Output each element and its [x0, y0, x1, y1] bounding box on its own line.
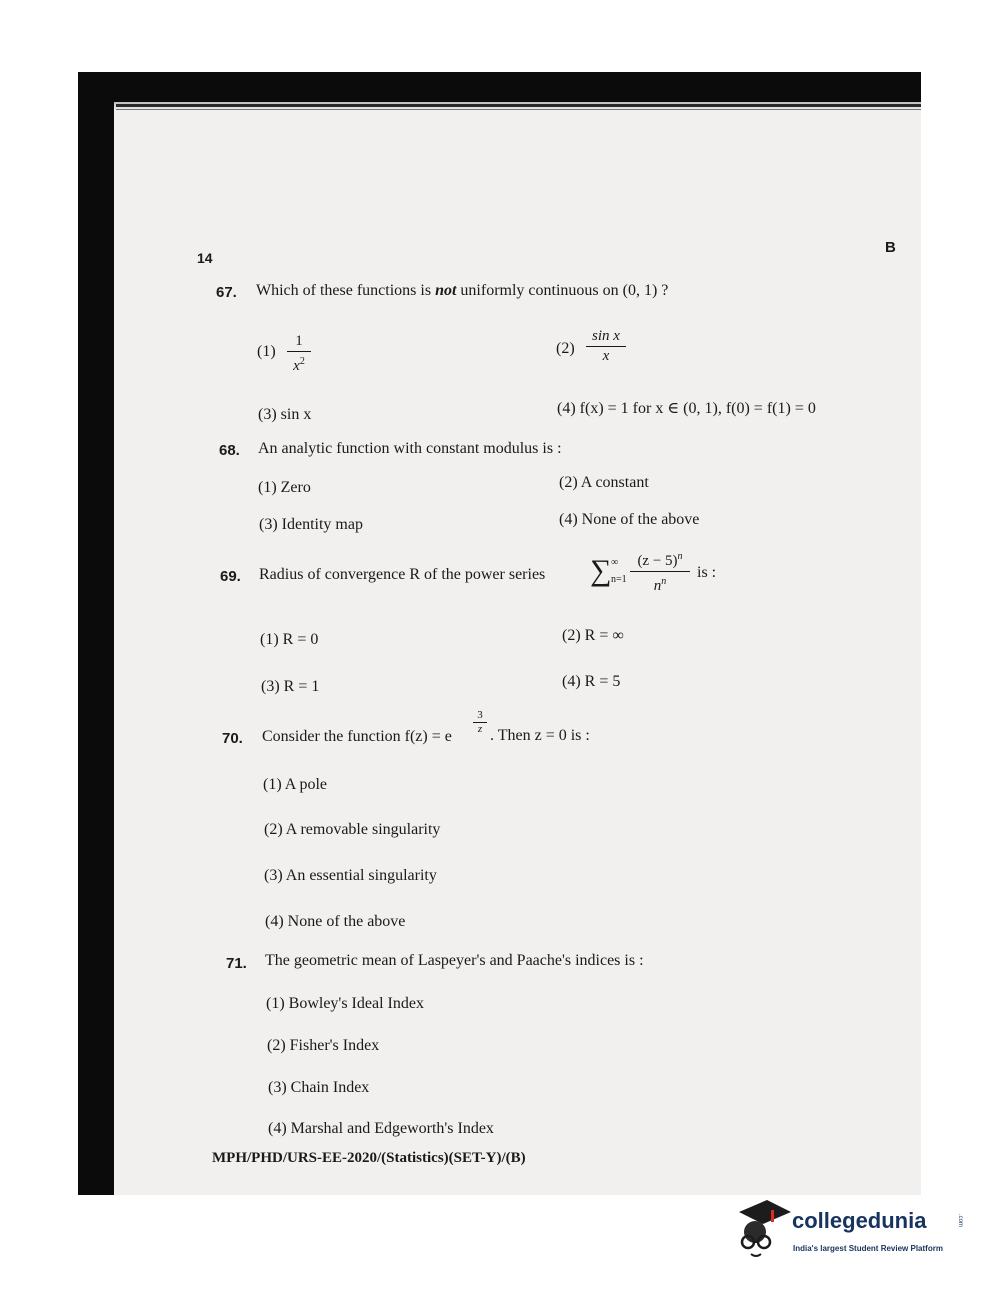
option: (4) f(x) = 1 for x ∈ (0, 1), f(0) = f(1) = 0: [557, 400, 816, 417]
option: (3) R = 1: [261, 678, 320, 695]
option: (3) sin x: [258, 406, 312, 423]
question-stem: [256, 282, 668, 300]
stem-emphasis: not: [435, 282, 457, 299]
logo-com-text: .com: [957, 1214, 963, 1228]
option: (4) None of the above: [559, 511, 700, 528]
fraction-denominator: n: [653, 578, 662, 594]
option: (4) Marshal and Edgeworth's Index: [268, 1120, 494, 1137]
fraction-denominator: x: [293, 358, 300, 374]
option: (4) R = 5: [562, 673, 621, 690]
fraction-bar: [630, 571, 690, 572]
option: (2) R = ∞: [562, 627, 624, 644]
option: (3) Identity map: [259, 516, 363, 533]
question-number: 70.: [222, 730, 243, 747]
collegedunia-logo: [733, 1198, 963, 1266]
paper-code-footer: MPH/PHD/URS-EE-2020/(Statistics)(SET-Y)/(B): [212, 1150, 526, 1166]
question-stem: Consider the function f(z) = e: [262, 728, 452, 745]
option: (3) Chain Index: [268, 1079, 370, 1096]
question-stem-end: . Then z = 0 is :: [490, 727, 590, 744]
exponent: n: [677, 551, 683, 562]
option: (3) An essential singularity: [264, 867, 437, 884]
stem-text: Which of these functions is: [256, 282, 436, 299]
exponent: n: [661, 576, 667, 587]
logo-brand-text: collegedunia: [792, 1208, 927, 1233]
option: (2) A constant: [559, 474, 649, 491]
fraction-bar: [586, 346, 626, 347]
exponent-denominator: z: [477, 723, 483, 735]
question-stem: An analytic function with constant modulus is :: [258, 440, 562, 457]
scan-border-top: [78, 72, 921, 102]
top-rule-thin: [116, 109, 921, 110]
option: (2) Fisher's Index: [267, 1037, 380, 1054]
option: (1) R = 0: [260, 631, 319, 648]
scanned-page: [78, 72, 921, 1195]
exponent-numerator: 3: [477, 709, 483, 721]
logo-tagline: India's largest Student Review Platform: [793, 1244, 943, 1253]
exponent-fraction: [473, 710, 487, 735]
page-number: 14: [197, 250, 213, 266]
fraction-numerator: (z − 5): [637, 553, 678, 569]
option-label: (1): [257, 343, 276, 360]
fraction-sinx-over-x: [586, 328, 626, 365]
question-number: 69.: [220, 568, 241, 585]
fraction-bar: [287, 351, 311, 352]
scan-border-left: [78, 72, 114, 1195]
option-label: (2): [556, 340, 575, 357]
mascot-icon: [733, 1198, 793, 1260]
question-number: 71.: [226, 955, 247, 972]
summation-symbol: ∑: [590, 554, 612, 587]
summation-lower-limit: n=1: [611, 574, 627, 585]
fraction-numerator: 1: [295, 333, 303, 349]
summation-upper-limit: ∞: [611, 557, 619, 568]
question-number: 67.: [216, 284, 237, 301]
option: (4) None of the above: [265, 913, 406, 930]
top-rule: [116, 104, 921, 107]
option: (1) A pole: [263, 776, 327, 793]
fraction-one-over-x-squared: [287, 333, 311, 375]
question-stem: The geometric mean of Laspeyer's and Paache's indices is :: [265, 952, 644, 969]
option: (1) Zero: [258, 479, 311, 496]
set-code: B: [885, 239, 896, 256]
question-stem: Radius of convergence R of the power series: [259, 566, 546, 583]
fraction-numerator: sin x: [592, 328, 620, 344]
stem-text: uniformly continuous on (0, 1) ?: [456, 282, 669, 299]
question-stem-end: is :: [697, 564, 717, 581]
exponent: 2: [299, 356, 305, 367]
question-number: 68.: [219, 442, 240, 459]
series-term-fraction: [630, 548, 690, 595]
option: (2) A removable singularity: [264, 821, 441, 838]
fraction-denominator: x: [602, 348, 610, 364]
option: (1) Bowley's Ideal Index: [266, 995, 424, 1012]
